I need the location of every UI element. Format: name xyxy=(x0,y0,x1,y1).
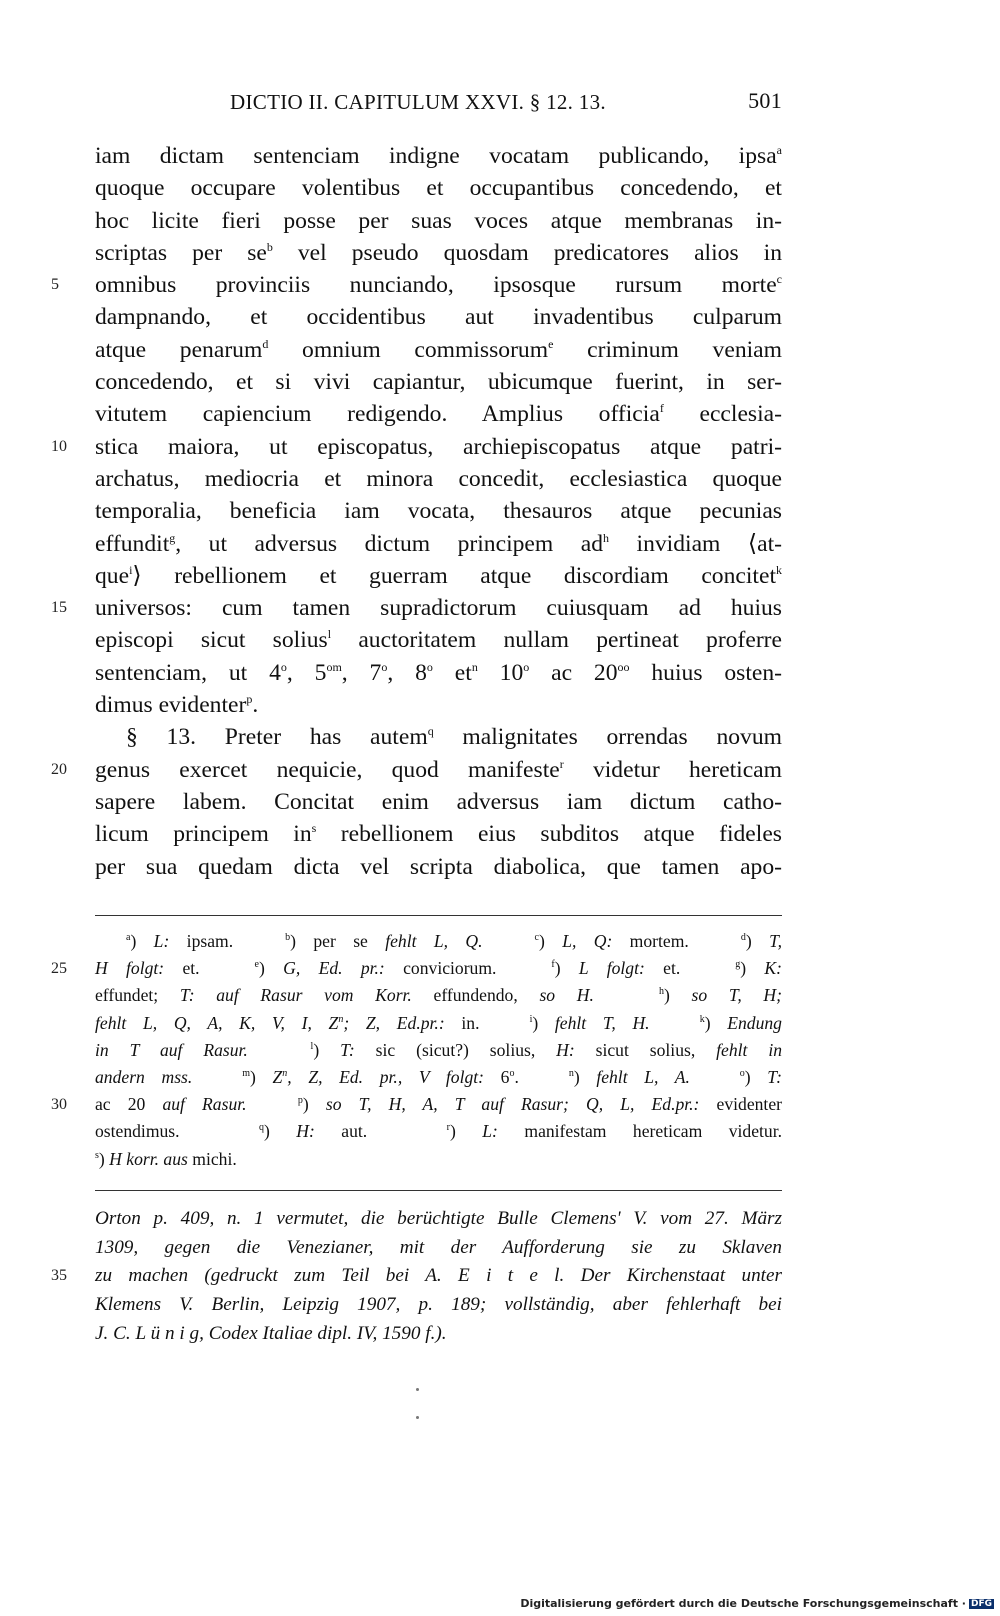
commentary-line: 1309, gegen die Venezianer, mit der Aufforderung sie zu Sklaven xyxy=(95,1236,782,1258)
footnote-line: 25 H folgt: et. $^e$) G, Ed. pr.: conviciorum. $^f$) L folgt: et. $^g$) K: xyxy=(95,955,782,982)
text-line: concedendo, et si vivi capiantur, ubicumque fuerint, in ser- xyxy=(95,369,782,396)
commentary-line: Klemens V. Berlin, Leipzig 1907, p. 189; vollständig, aber fehlerhaft bei xyxy=(95,1294,782,1316)
text-line: episcopi sicut solius$^l$ auctoritatem nullam pertineat proferre xyxy=(95,627,782,654)
scan-dot xyxy=(416,1416,419,1419)
text-line: quoque occupare volentibus et occupantibus concedendo, et xyxy=(95,175,782,202)
text-line: per sua quedam dicta vel scripta diabolica, que tamen apo- xyxy=(95,853,782,880)
text-line: dampnando, et occidentibus aut invadentibus culparum xyxy=(95,304,782,331)
footnote-line: ostendimus. $^q$) H: aut. $^r$) L: manifestam hereticam videtur. xyxy=(95,1121,782,1142)
line-number: 25 xyxy=(51,960,67,978)
credit-text: Digitalisierung gefördert durch die Deutsche Forschungsgemeinschaft · xyxy=(520,1597,966,1610)
text-line: 15 universos: cum tamen supradictorum cuiusquam ad huius xyxy=(95,592,782,624)
line-number: 5 xyxy=(51,276,59,294)
commentary-line: 35 zu machen (gedruckt zum Teil bei A. E i t e l. Der Kirchenstaat unter xyxy=(95,1262,782,1291)
dfg-logo-icon: DFG xyxy=(970,1599,992,1609)
text-line: atque penarum$^d$ omnium commissorum$^e$ criminum veniam xyxy=(95,336,783,363)
apparatus-notes xyxy=(51,928,783,1173)
commentary-note xyxy=(51,1205,782,1348)
text-line: iam dictam sentenciam indigne vocatam publicando, ipsa$^a$ xyxy=(95,143,782,169)
text-line: archatus, mediocria et minora concedit, ecclesiastica quoque xyxy=(95,465,782,492)
text-line: dimus evidenter$^p$. xyxy=(95,692,259,719)
footnote-rule xyxy=(95,915,782,916)
footnote-line: $^s$) H korr. aus michi. xyxy=(95,1148,237,1169)
footnote-line: $^a$) L: ipsam. $^b$) per se fehlt L, Q. $^c$) L, Q: mortem. $^d$) T, xyxy=(126,931,782,951)
text-line: vitutem capiencium redigendo. Amplius officia$^f$ ecclesia- xyxy=(95,401,782,428)
text-line: que$^i$⟩ rebellionem et guerram atque discordiam concitet$^k$ xyxy=(95,562,782,589)
commentary-line: Orton p. 409, n. 1 vermutet, die berüchtigte Bulle Clemens' V. vom 27. März xyxy=(95,1208,782,1229)
footnote-line: fehlt L, Q, A, K, V, I, $Z^n$; Z, Ed.pr.: in. $^i$) fehlt T, H. $^k$) Endung xyxy=(95,1012,782,1033)
running-head: DICTIO II. CAPITULUM XXVI. § 12. 13. xyxy=(230,90,606,114)
line-number: 35 xyxy=(51,1267,67,1285)
text-line: temporalia, beneficia iam vocata, thesauros atque pecunias xyxy=(95,498,782,525)
line-number: 15 xyxy=(51,599,67,617)
commentary-rule xyxy=(95,1190,782,1191)
digitization-credit xyxy=(520,1597,994,1610)
footnote-line: in T auf Rasur. $^l$) T: sic (sicut?) solius, H: sicut solius, fehlt in xyxy=(95,1039,782,1060)
footnote-line: effundet; T: auf Rasur vom Korr. effundendo, so H. $^h$) so T, H; xyxy=(95,985,783,1006)
footnote-line: 30 ac 20 auf Rasur. $^p$) so T, H, A, T auf Rasur; Q, L, Ed.pr.: evidenter xyxy=(95,1091,782,1118)
main-text xyxy=(51,140,783,883)
text-line: § 13. Preter has autem$^q$ malignitates orrendas novum xyxy=(126,724,782,751)
scan-dot xyxy=(416,1388,419,1391)
line-number: 20 xyxy=(51,760,67,778)
text-line: sentenciam, ut 4$^o$, $5^{om}$, 7$^o$, 8$^o$ $et^n$ 10$^o$ ac $20^{oo}$ huius osten- xyxy=(95,659,783,686)
text-line: hoc licite fieri posse per suas voces atque membranas in- xyxy=(95,207,782,234)
text-line: sapere labem. Concitat enim adversus iam dictum catho- xyxy=(95,788,782,815)
footnote-line: andern mss. $^m$) $Z^n$, Z, Ed. pr., V folgt: 6$^o$. $^n$) fehlt L, A. $^o$) T: xyxy=(95,1066,782,1087)
text-line: 10 stica maiora, ut episcopatus, archiepiscopatus atque patri- xyxy=(95,431,782,463)
text-line: scriptas per $se^b$ vel pseudo quosdam predicatores alios in xyxy=(95,239,782,266)
text-line: 5 omnibus provinciis nunciando, ipsosque rursum morte$^c$ xyxy=(95,269,782,301)
text-line: 20 genus exercet nequicie, quod manifeste$^r$ videtur hereticam xyxy=(95,754,782,786)
line-number: 10 xyxy=(51,437,67,455)
text-line: licum principem $in^s$ rebellionem eius subditos atque fideles xyxy=(95,821,782,848)
page-header xyxy=(95,86,782,120)
commentary-line: J. C. L ü n i g, Codex Italiae dipl. IV, 1590 f.). xyxy=(95,1322,447,1344)
page-number: 501 xyxy=(748,88,782,113)
line-number: 30 xyxy=(51,1096,67,1114)
text-line: effundit$^g$, ut adversus dictum principem $ad^h$ invidiam ⟨at- xyxy=(95,530,783,557)
